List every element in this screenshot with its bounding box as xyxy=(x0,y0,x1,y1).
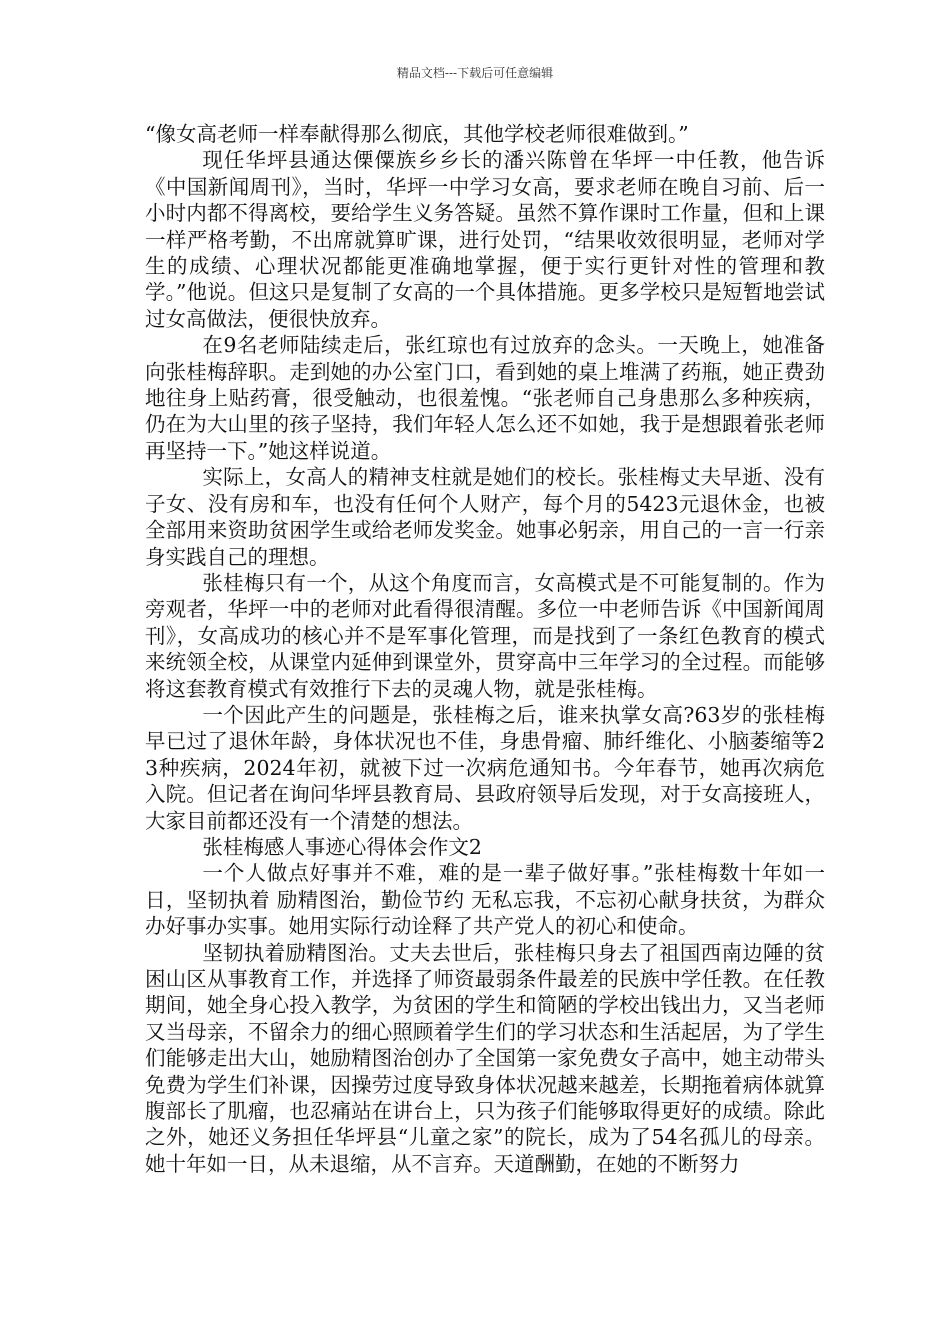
paragraph: 在9名老师陆续走后，张红琼也有过放弃的念头。一天晚上，她准备向张桂梅辞职。走到她的办公室门口，看到她的桌上堆满了药瓶，她正费劲地往身上贴药膏，很受触动，也很羞愧。“张老师自己身患那么多种疾病，仍在为大山里的孩子坚持，我们年轻人怎么还不如她，我于是想跟着张老师再坚持一下。”她这样说道。 xyxy=(145,333,825,463)
page-header: 精品文档---下载后可任意编辑 xyxy=(396,66,554,80)
paragraph: 一个人做点好事并不难，难的是一辈子做好事。”张桂梅数十年如一日，坚韧执着 励精图治，勤俭节约 无私忘我，不忘初心献身扶贫，为群众办好事办实事。她用实际行动诠释了共产党人的初心和使命。 xyxy=(145,861,825,939)
paragraph: 坚韧执着励精图治。丈夫去世后，张桂梅只身去了祖国西南边陲的贫困山区从事教育工作，并选择了师资最弱条件最差的民族中学任教。在任教期间，她全身心投入教学，为贫困的学生和简陋的学校出钱出力，又当老师又当母亲，不留余力的细心照顾着学生们的学习状态和生活起居，为了学生们能够走出大山，她励精图治创办了全国第一家免费女子高中，她主动带头免费为学生们补课，因操劳过度导致身体状况越来越差，长期拖着病体就算腹部长了肌瘤，也忍痛站在讲台上，只为孩子们能够取得更好的成绩。除此之外，她还义务担任华坪县“儿童之家”的院长，成为了54名孤儿的母亲。她十年如一日，从未退缩，从不言弃。天道酬勤，在她的不断努力 xyxy=(145,940,825,1176)
section-heading: 张桂梅感人事迹心得体会作文2 xyxy=(202,834,482,859)
paragraph: 一个因此产生的问题是，张桂梅之后，谁来执掌女高?63岁的张桂梅早已过了退休年龄，身体状况也不佳，身患骨瘤、肺纤维化、小脑萎缩等23种疾病，2024年初，就被下过一次病危通知书。今年春节，她再次病危入院。但记者在询问华坪县教育局、县政府领导后发现，对于女高接班人，大家目前都还没有一个清楚的想法。 xyxy=(145,702,825,833)
paragraph: “像女高老师一样奉献得那么彻底，其他学校老师很难做到。” xyxy=(145,122,689,146)
document-body xyxy=(145,121,825,1177)
paragraph: 张桂梅只有一个，从这个角度而言，女高模式是不可能复制的。作为旁观者，华坪一中的老师对此看得很清醒。多位一中老师告诉《中国新闻周刊》，女高成功的核心并不是军事化管理，而是找到了一条红色教育的模式来统领全校，从课堂内延伸到课堂外，贯穿高中三年学习的全过程。而能够将这套教育模式有效推行下去的灵魂人物，就是张桂梅。 xyxy=(145,570,825,701)
paragraph: 实际上，女高人的精神支柱就是她们的校长。张桂梅丈夫早逝、没有子女、没有房和车，也没有任何个人财产，每个月的5423元退休金，也被全部用来资助贫困学生或给老师发奖金。她事必躬亲，用自己的一言一行亲身实践自己的理想。 xyxy=(145,465,825,569)
paragraph: 现任华坪县通达傈僳族乡乡长的潘兴陈曾在华坪一中任教，他告诉《中国新闻周刊》，当时，华坪一中学习女高，要求老师在晚自习前、后一小时内都不得离校，要给学生义务答疑。虽然不算作课时工作量，但和上课一样严格考勤，不出席就算旷课，进行处罚，“结果收效很明显，老师对学生的成绩、心理状况都能更准确地掌握，便于实行更针对性的管理和教学。”他说。但这只是复制了女高的一个具体措施。更多学校只是短暂地尝试过女高做法，便很快放弃。 xyxy=(145,148,825,331)
